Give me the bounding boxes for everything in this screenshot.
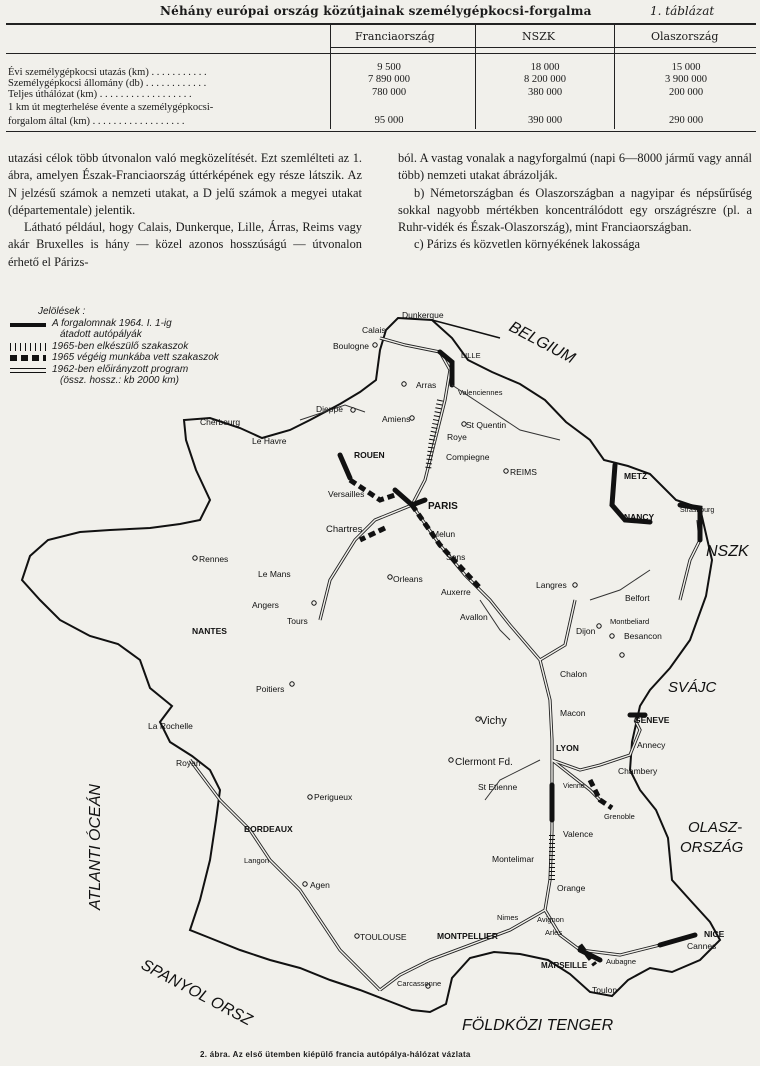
city-label: Dieppe (316, 404, 343, 414)
table-row-label: 1 km út megterhelése évente a személygépkocsi- (8, 102, 214, 113)
city-label: Poitiers (256, 684, 285, 694)
city-label: Besancon (624, 631, 662, 641)
city-label: Chalon (560, 669, 587, 679)
city-label: Orleans (393, 574, 423, 584)
city-label: LILLE (461, 351, 481, 360)
city-label: Orange (557, 883, 586, 893)
city-label: Grenoble (604, 812, 635, 821)
city-label: Cherbourg (200, 417, 241, 427)
city-label: Cannes (687, 941, 717, 951)
city-label: Tours (287, 616, 308, 626)
legend-item: 1965-ben elkészülő szakaszok (52, 340, 189, 352)
city-label: Dijon (576, 626, 596, 636)
city-label: Perigueux (314, 792, 353, 802)
table-bottom-rule (6, 131, 756, 132)
table-cell: 380 000 (527, 87, 563, 98)
legend-item: 1962-ben előirányzott program (52, 363, 189, 375)
legend-item: A forgalomnak 1964. I. 1-ig (52, 317, 172, 329)
city-label: Vichy (480, 715, 507, 727)
table-cell: 390 000 (527, 115, 563, 126)
city-label: St Etienne (478, 782, 518, 792)
city-label: Angers (252, 600, 279, 610)
paragraph: ból. A vastag vonalak a nagyforgalmú (napi 6—8000 jármű vagy annál több) nemzeti utakat ábrázolják. (398, 151, 752, 183)
table-header-bottom-rule (6, 53, 756, 54)
city-label: Versailles (328, 489, 365, 499)
table-col-divider (330, 24, 331, 129)
table-col-divider (614, 24, 615, 129)
table-row-label: forgalom által (km) . . . . . . . . . . . . . . . . . . (8, 116, 185, 127)
paragraph: utazási célok több útvonalon való megközelítését. Ezt szemlélteti az 1. ábra, amelyen Észak-Franciaország úttérképének egy része látszik. Az N jelzésű számok a nemzeti utakat, a D jelű számok a megyei utakat (départementale) jelentik. (8, 151, 362, 217)
paragraph: c) Párizs és közvetlen környékének lakossága (414, 237, 641, 252)
minor-roads (300, 385, 650, 800)
paragraph: b) Németországban és Olaszországban a nagyipar és népsűrűség sokkal nagyobb mértékben koncentrálódott egy országrészre (pl. a Ruhr-vidék és Észak-Olaszország), mint Franciaországban. (398, 185, 752, 235)
table-col-divider (475, 24, 476, 129)
city-label: Arles (545, 928, 563, 937)
table-cell: 8 200 000 (524, 74, 566, 85)
column-header-nszk: NSZK (522, 30, 556, 43)
legend-title: Jelölések : (38, 306, 86, 317)
city-label: Arras (416, 380, 437, 390)
city-label: Compiegne (446, 452, 490, 462)
city-label: REIMS (510, 467, 537, 477)
region-label-belgium: BELGIUM (506, 318, 578, 368)
city-label: Valence (563, 829, 594, 839)
city-label: LYON (556, 743, 579, 753)
city-label: Macon (560, 708, 586, 718)
city-label: Belfort (625, 593, 650, 603)
city-label: Aubagne (606, 957, 637, 966)
table-cell: 3 900 000 (665, 74, 707, 85)
table-cell: 95 000 (374, 115, 404, 126)
paragraph: Látható például, hogy Calais, Dunkerque, Lille, Árras, Reims vagy akár Bruxelles is hány — közel azonos hosszúságú — útvonalon érhető el Párizs- (8, 220, 362, 269)
city-label: GENEVE (634, 715, 670, 725)
city-label: Dunkerque (402, 310, 444, 320)
city-label: ROUEN (354, 450, 385, 460)
table-top-rule (6, 23, 756, 25)
table-cell: 200 000 (668, 87, 704, 98)
city-label: Le Mans (258, 569, 291, 579)
city-label: Nimes (497, 913, 519, 922)
city-label: Boulogne (333, 341, 369, 351)
region-label-tenger: FÖLDKÖZI TENGER (462, 1017, 614, 1034)
region-label-nszk: NSZK (706, 543, 749, 560)
city-label: PARIS (428, 501, 458, 512)
city-label: Strasbourg (680, 507, 715, 514)
legend-item: (össz. hossz.: kb 2000 km) (60, 375, 179, 386)
table-cell: 7 890 000 (368, 74, 410, 85)
region-label-atlanti: ATLANTI ÓCEÁN (87, 784, 104, 910)
city-label: Roye (447, 432, 467, 442)
city-label: St Quentin (466, 420, 507, 430)
city-label: Chambery (618, 766, 658, 776)
city-label: Calais (362, 325, 386, 335)
legend-item: 1965 végéig munkába vett szakaszok (52, 352, 219, 363)
table-cell: 18 000 (530, 62, 560, 73)
city-label: Avignon (537, 915, 564, 924)
region-label-olasz-2: ORSZÁG (680, 839, 744, 856)
text-column-right (398, 150, 752, 254)
city-label: Melun (432, 529, 456, 539)
city-label: BORDEAUX (244, 824, 293, 834)
table-title: Néhány európai ország közútjainak személygépkocsi-forgalma (160, 4, 592, 18)
table-row-label: Teljes úthálózat (km) . . . . . . . . . . . . . . . . . . (8, 89, 192, 100)
city-label: Montelimar (492, 854, 535, 864)
city-label: Annecy (637, 740, 666, 750)
city-label: Carcassonne (397, 979, 442, 988)
city-label: Vienne (563, 783, 585, 790)
city-label: MONTPELLIER (437, 931, 498, 941)
city-label: MARSEILLE (541, 961, 588, 970)
region-label-olasz-1: OLASZ- (688, 819, 743, 836)
city-label: Clermont Fd. (455, 757, 513, 768)
table-cell: 290 000 (668, 115, 704, 126)
table-cell: 780 000 (371, 87, 407, 98)
table-cell: 15 000 (671, 62, 701, 73)
france-motorway-map (0, 300, 760, 1045)
city-label: TOULOUSE (360, 932, 407, 942)
text-column-left (8, 150, 362, 271)
city-label: Amiens (382, 414, 411, 424)
city-label: NANCY (624, 512, 655, 522)
finished-motorways (340, 352, 700, 960)
city-label: La Rochelle (148, 721, 193, 731)
region-label-spanyol: SPANYOL ORSZ (138, 956, 255, 1030)
table-header-rule (330, 47, 756, 48)
table-row-label: Évi személygépkocsi utazás (km) . . . . . . . . . . . (8, 67, 207, 78)
city-label: Agen (310, 880, 330, 890)
city-label: METZ (624, 471, 648, 481)
legend-item: átadott autópályák (60, 329, 142, 340)
table-row-label: Személygépkocsi állomány (db) . . . . . . . . . . . . (8, 78, 207, 89)
region-label-svajc: SVÁJC (668, 679, 717, 696)
city-label: Langon (244, 856, 270, 865)
city-label: Montbeliard (610, 617, 650, 626)
column-header-franciaorszag: Franciaország (355, 30, 435, 43)
france-border (22, 318, 720, 1012)
table-cell: 9 500 (377, 62, 401, 73)
column-header-olaszorszag: Olaszország (651, 30, 719, 43)
city-label: NANTES (192, 626, 227, 636)
city-label: Royan (176, 758, 201, 768)
city-label: NICE (704, 929, 725, 939)
city-label: Sens (446, 552, 466, 562)
city-label: Langres (536, 580, 567, 590)
city-label: Rennes (199, 554, 229, 564)
city-label: Avallon (460, 612, 488, 622)
figure-caption: 2. ábra. Az első ütemben kiépülő francia autópálya-hálózat vázlata (200, 1050, 471, 1059)
city-label: Auxerre (441, 587, 471, 597)
city-label: Toulon (592, 985, 618, 995)
table-number: 1. táblázat (650, 4, 715, 18)
city-label: Valenciennes (458, 388, 503, 397)
city-label: Le Havre (252, 436, 287, 446)
city-label: Chartres (326, 524, 363, 535)
